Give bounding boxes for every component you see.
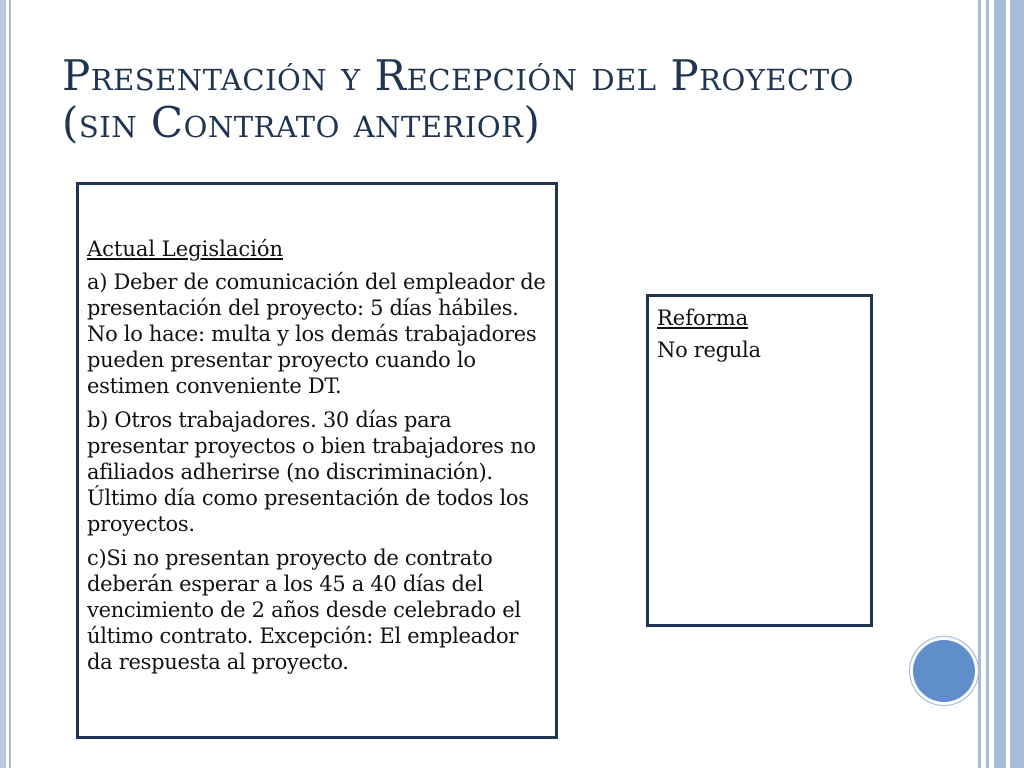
reform-heading: Reforma [657,306,749,330]
current-legislation-heading: Actual Legislación [87,237,283,261]
frame-right-line-2 [986,0,989,768]
reform-text: No regula [657,338,761,362]
frame-left-bar [0,0,6,768]
frame-left-line [9,0,11,768]
frame-right-line-3 [994,0,1006,768]
paragraph-a: a) Deber de comunicación del empleador de presentación del proyecto: 5 días hábiles. No lo hace: multa y los demás trabajadores pueden presentar proyecto cuando lo estimen conveniente DT. [87,270,546,398]
slide-title: Presentación y Recepción del Proyecto (sin Contrato anterior) [62,51,854,147]
paragraph-b: b) Otros trabajadores. 30 días para presentar proyectos o bien trabajadores no afiliados adherirse (no discriminación). Último día como presentación de todos los proyectos. [87,408,536,536]
paragraph-c: c)Si no presentan proyecto de contrato deberán esperar a los 45 a 40 días del vencimiento de 2 años desde celebrado el último contrato. Excepción: El empleador da respuesta al proyecto. [87,546,521,674]
reform-box [646,294,873,627]
frame-right-line-1 [978,0,981,768]
current-legislation-box [76,182,558,739]
frame-right-bar [1010,0,1024,768]
decorative-circle [913,640,975,702]
